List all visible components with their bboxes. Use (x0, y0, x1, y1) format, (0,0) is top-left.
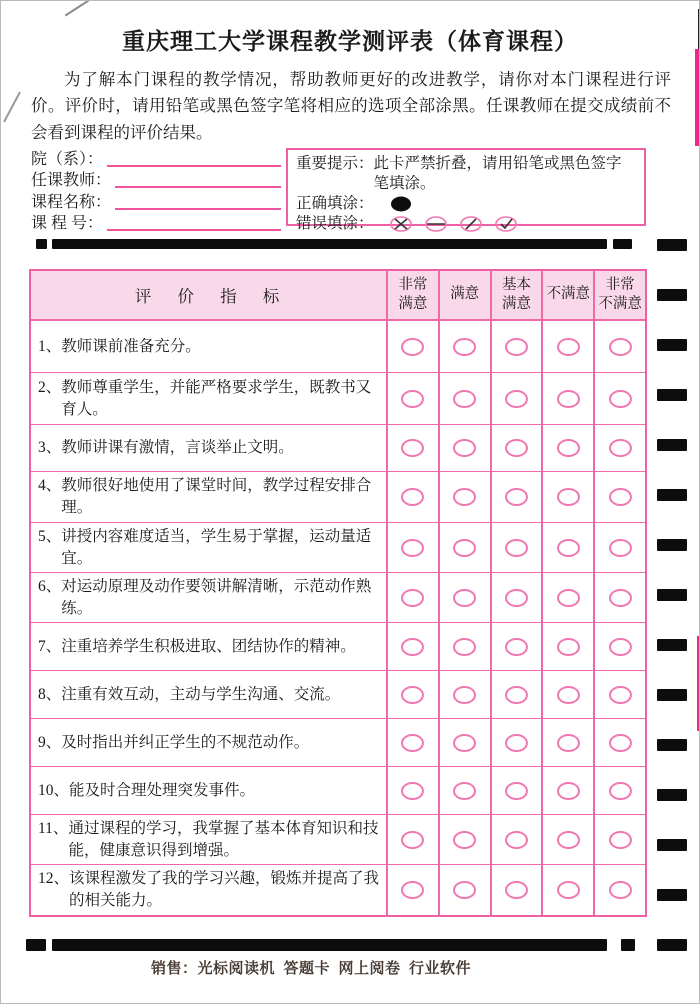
answer-bubble[interactable] (557, 589, 580, 607)
option-header-label: 基本 满意 (501, 276, 531, 312)
answer-bubble[interactable] (609, 338, 632, 356)
answer-bubble[interactable] (609, 488, 632, 506)
question-number: 2、 (38, 378, 62, 396)
answer-bubble[interactable] (401, 831, 424, 849)
timing-mark (657, 739, 687, 751)
table-row (31, 471, 645, 522)
timing-mark (657, 589, 687, 601)
timing-mark (657, 839, 687, 851)
timing-mark (657, 689, 687, 701)
option-cell (438, 719, 490, 766)
answer-bubble[interactable] (505, 734, 528, 752)
answer-bubble[interactable] (609, 539, 632, 557)
answer-bubble[interactable] (505, 638, 528, 656)
option-cell (386, 523, 438, 572)
answer-bubble[interactable] (557, 539, 580, 557)
option-cell (541, 373, 593, 424)
answer-bubble[interactable] (453, 881, 476, 899)
question-cell (31, 671, 386, 718)
field-underline[interactable] (115, 186, 281, 188)
wrong-fill-x-icon (388, 215, 414, 233)
answer-bubble[interactable] (453, 831, 476, 849)
answer-bubble[interactable] (609, 390, 632, 408)
correct-fill-label: 正确填涂： (296, 195, 374, 213)
answer-bubble[interactable] (557, 881, 580, 899)
timing-mark (657, 439, 687, 451)
answer-bubble[interactable] (609, 831, 632, 849)
answer-bubble[interactable] (401, 782, 424, 800)
option-cell (438, 865, 490, 915)
timing-mark (657, 939, 687, 951)
option-cell (438, 815, 490, 864)
table-row (31, 320, 645, 372)
answer-bubble[interactable] (557, 686, 580, 704)
option-cell (386, 472, 438, 522)
answer-bubble[interactable] (453, 734, 476, 752)
answer-bubble[interactable] (401, 488, 424, 506)
option-cell (438, 321, 490, 372)
answer-bubble[interactable] (505, 488, 528, 506)
option-cell (541, 472, 593, 522)
field-underline[interactable] (107, 165, 281, 167)
option-header-label: 非常 满意 (398, 276, 428, 312)
question-number: 1、 (38, 337, 62, 355)
field-label: 任课教师： (31, 172, 112, 189)
notice-text: 此卡严禁折叠，请用铅笔或黑色签字笔填涂。 (373, 155, 622, 192)
answer-bubble[interactable] (401, 881, 424, 899)
answer-bubble[interactable] (557, 831, 580, 849)
question-cell (31, 815, 386, 864)
question-cell (31, 623, 386, 670)
question-number: 7、 (38, 637, 62, 655)
answer-bubble[interactable] (505, 338, 528, 356)
answer-bubble[interactable] (453, 390, 476, 408)
option-cell (541, 425, 593, 471)
question-number: 3、 (38, 439, 62, 456)
answer-bubble[interactable] (505, 439, 528, 457)
correct-fill-icon (388, 195, 414, 213)
table-row (31, 670, 645, 718)
table-row (31, 572, 645, 622)
field-label: 院（系）： (31, 150, 104, 168)
answer-bubble[interactable] (557, 488, 580, 506)
answer-bubble[interactable] (401, 439, 424, 457)
option-cell (541, 523, 593, 572)
notice-label: 重要提示： (296, 155, 374, 172)
field-course-name (31, 190, 281, 212)
option-cell (593, 321, 645, 372)
question-text: 教师很好地使用了课堂时间，教学过程安排合理。 (61, 477, 372, 516)
option-cell (541, 719, 593, 766)
answer-bubble[interactable] (609, 686, 632, 704)
question-number: 12、 (38, 870, 70, 887)
wrong-fill-slash-icon (458, 215, 484, 233)
table-row (31, 718, 645, 766)
timing-mark (657, 339, 687, 351)
timing-mark (657, 289, 687, 301)
question-text: 对运动原理及动作要领讲解清晰，示范动作熟练。 (61, 577, 372, 617)
important-notice-box (286, 148, 646, 233)
option-cell (593, 573, 645, 622)
option-cell (386, 719, 438, 766)
table-row (31, 814, 645, 864)
field-underline[interactable] (115, 208, 281, 210)
answer-bubble[interactable] (505, 589, 528, 607)
scan-artifact (65, 0, 90, 16)
answer-bubble[interactable] (609, 589, 632, 607)
answer-bubble[interactable] (401, 638, 424, 656)
question-text: 该课程激发了我的学习兴趣，锻炼并提高了我的相关能力。 (69, 870, 380, 909)
page-title: 重庆理工大学课程教学测评表（体育课程） (122, 29, 578, 54)
option-cell (593, 425, 645, 471)
option-cell (593, 523, 645, 572)
option-cell (438, 472, 490, 522)
answer-bubble[interactable] (453, 488, 476, 506)
field-label: 课程名称： (31, 193, 112, 211)
question-text: 通过课程的学习，我掌握了基本体育知识和技能，健康意识得到增强。 (68, 819, 379, 859)
answer-bubble[interactable] (401, 390, 424, 408)
table-row (31, 622, 645, 670)
timing-mark (657, 489, 687, 501)
question-text: 注重培养学生积极进取、团结协作的精神。 (61, 637, 356, 655)
criteria-header-cell (31, 271, 386, 319)
answer-bubble[interactable] (609, 638, 632, 656)
question-cell (31, 523, 386, 572)
option-cell (490, 425, 542, 471)
question-text: 教师尊重学生，并能严格要求学生，既教书又育人。 (61, 378, 372, 418)
option-cell (593, 815, 645, 864)
table-row (31, 522, 645, 572)
timing-mark (657, 539, 687, 551)
answer-bubble[interactable] (505, 686, 528, 704)
answer-bubble[interactable] (453, 638, 476, 656)
answer-bubble[interactable] (557, 338, 580, 356)
option-cell (593, 472, 645, 522)
answer-bubble[interactable] (609, 782, 632, 800)
option-cell (593, 623, 645, 670)
answer-bubble[interactable] (557, 390, 580, 408)
field-course-number (31, 212, 281, 234)
field-underline[interactable] (107, 229, 281, 231)
option-header-label: 非常 不满意 (598, 276, 642, 312)
timing-mark (657, 889, 687, 901)
timing-mark (657, 389, 687, 401)
sync-bar-segment (613, 239, 632, 249)
intro-paragraph: 为了解本门课程的教学情况，帮助教师更好的改进教学，请你对本门课程进行评价。评价时，请用铅笔或黑色签字笔将相应的选项全部涂黑。任课教师在提交成绩前不会看到课程的评价结果。 (31, 70, 671, 142)
answer-bubble[interactable] (557, 782, 580, 800)
option-header-label: 不满意 (546, 286, 591, 303)
sync-bar-segment (621, 939, 635, 951)
table-row (31, 864, 645, 915)
question-cell (31, 472, 386, 522)
question-text: 教师讲课有激情，言谈举止文明。 (61, 439, 294, 456)
option-cell (438, 523, 490, 572)
option-header-cell (541, 271, 593, 319)
scan-artifact (3, 92, 21, 123)
answer-bubble[interactable] (505, 831, 528, 849)
option-cell (386, 321, 438, 372)
question-number: 5、 (38, 527, 62, 545)
timing-mark (657, 639, 687, 651)
timing-mark (657, 239, 687, 251)
answer-bubble[interactable] (505, 539, 528, 557)
answer-bubble[interactable] (505, 782, 528, 800)
option-cell (386, 767, 438, 814)
option-cell (541, 671, 593, 718)
option-cell (386, 671, 438, 718)
answer-bubble[interactable] (453, 686, 476, 704)
footer-sales-text: 销售：光标阅读机 答题卡 网上阅卷 行业软件 (151, 961, 472, 977)
field-teacher (31, 169, 281, 191)
option-cell (593, 373, 645, 424)
question-number: 11、 (38, 819, 69, 837)
question-cell (31, 321, 386, 372)
answer-bubble[interactable] (453, 589, 476, 607)
criteria-header-label: 评 价 指 标 (134, 287, 286, 306)
option-cell (541, 865, 593, 915)
sync-bar-segment (52, 239, 607, 249)
question-text: 及时指出并纠正学生的不规范动作。 (61, 733, 310, 751)
option-cell (438, 373, 490, 424)
option-cell (541, 573, 593, 622)
option-cell (593, 671, 645, 718)
option-cell (593, 719, 645, 766)
option-cell (541, 815, 593, 864)
answer-bubble[interactable] (401, 686, 424, 704)
option-cell (593, 767, 645, 814)
option-cell (438, 767, 490, 814)
question-number: 4、 (38, 477, 62, 494)
option-cell (386, 373, 438, 424)
option-cell (438, 623, 490, 670)
question-cell (31, 425, 386, 471)
answer-bubble[interactable] (401, 734, 424, 752)
option-cell (386, 815, 438, 864)
option-cell (490, 472, 542, 522)
option-cell (541, 623, 593, 670)
option-cell (490, 523, 542, 572)
question-cell (31, 719, 386, 766)
option-cell (386, 623, 438, 670)
question-number: 10、 (38, 781, 70, 799)
option-cell (490, 767, 542, 814)
option-cell (490, 865, 542, 915)
option-header-cell (438, 271, 490, 319)
answer-bubble[interactable] (401, 589, 424, 607)
answer-bubble[interactable] (453, 338, 476, 356)
option-cell (490, 623, 542, 670)
option-cell (541, 321, 593, 372)
option-header-label: 满意 (450, 286, 480, 303)
option-cell (386, 573, 438, 622)
question-text: 讲授内容难度适当，学生易于掌握，运动量适宜。 (61, 527, 372, 567)
question-text: 注重有效互动，主动与学生沟通、交流。 (61, 685, 341, 703)
answer-bubble[interactable] (557, 439, 580, 457)
answer-bubble[interactable] (557, 734, 580, 752)
answer-bubble[interactable] (505, 881, 528, 899)
option-header-cell (386, 271, 438, 319)
answer-bubble[interactable] (401, 539, 424, 557)
scan-artifact (695, 49, 700, 146)
wrong-fill-dash-icon (423, 215, 449, 233)
option-cell (386, 865, 438, 915)
option-cell (541, 767, 593, 814)
answer-bubble[interactable] (453, 439, 476, 457)
option-cell (386, 425, 438, 471)
question-cell (31, 373, 386, 424)
question-number: 8、 (38, 685, 62, 703)
wrong-fill-check-icon (493, 215, 519, 233)
option-cell (490, 373, 542, 424)
option-cell (490, 321, 542, 372)
option-header-cell (593, 271, 645, 319)
timing-mark (657, 789, 687, 801)
table-header-row (31, 271, 645, 320)
option-cell (490, 719, 542, 766)
form-fields (31, 147, 281, 233)
answer-bubble[interactable] (401, 338, 424, 356)
option-header-cell (490, 271, 542, 319)
table-row (31, 372, 645, 424)
option-cell (593, 865, 645, 915)
answer-bubble[interactable] (609, 881, 632, 899)
question-cell (31, 865, 386, 915)
question-cell (31, 573, 386, 622)
option-cell (438, 671, 490, 718)
evaluation-table (29, 269, 647, 917)
option-cell (438, 425, 490, 471)
table-row (31, 424, 645, 471)
question-text: 教师课前准备充分。 (61, 337, 201, 355)
answer-bubble[interactable] (453, 782, 476, 800)
answer-bubble[interactable] (609, 439, 632, 457)
question-text: 能及时合理处理突发事件。 (69, 781, 256, 799)
question-number: 6、 (38, 577, 62, 595)
answer-bubble[interactable] (453, 539, 476, 557)
answer-bubble[interactable] (557, 638, 580, 656)
field-label: 课 程 号： (31, 215, 104, 232)
wrong-fill-label: 错误填涂： (296, 215, 374, 233)
option-cell (438, 573, 490, 622)
option-cell (490, 573, 542, 622)
field-department (31, 147, 281, 169)
table-row (31, 766, 645, 814)
question-cell (31, 767, 386, 814)
sync-bar-segment (26, 939, 46, 951)
sync-bar-segment (36, 239, 47, 249)
answer-bubble[interactable] (609, 734, 632, 752)
answer-bubble[interactable] (505, 390, 528, 408)
sync-bar-segment (52, 939, 607, 951)
option-cell (490, 671, 542, 718)
option-cell (490, 815, 542, 864)
question-number: 9、 (38, 733, 62, 751)
